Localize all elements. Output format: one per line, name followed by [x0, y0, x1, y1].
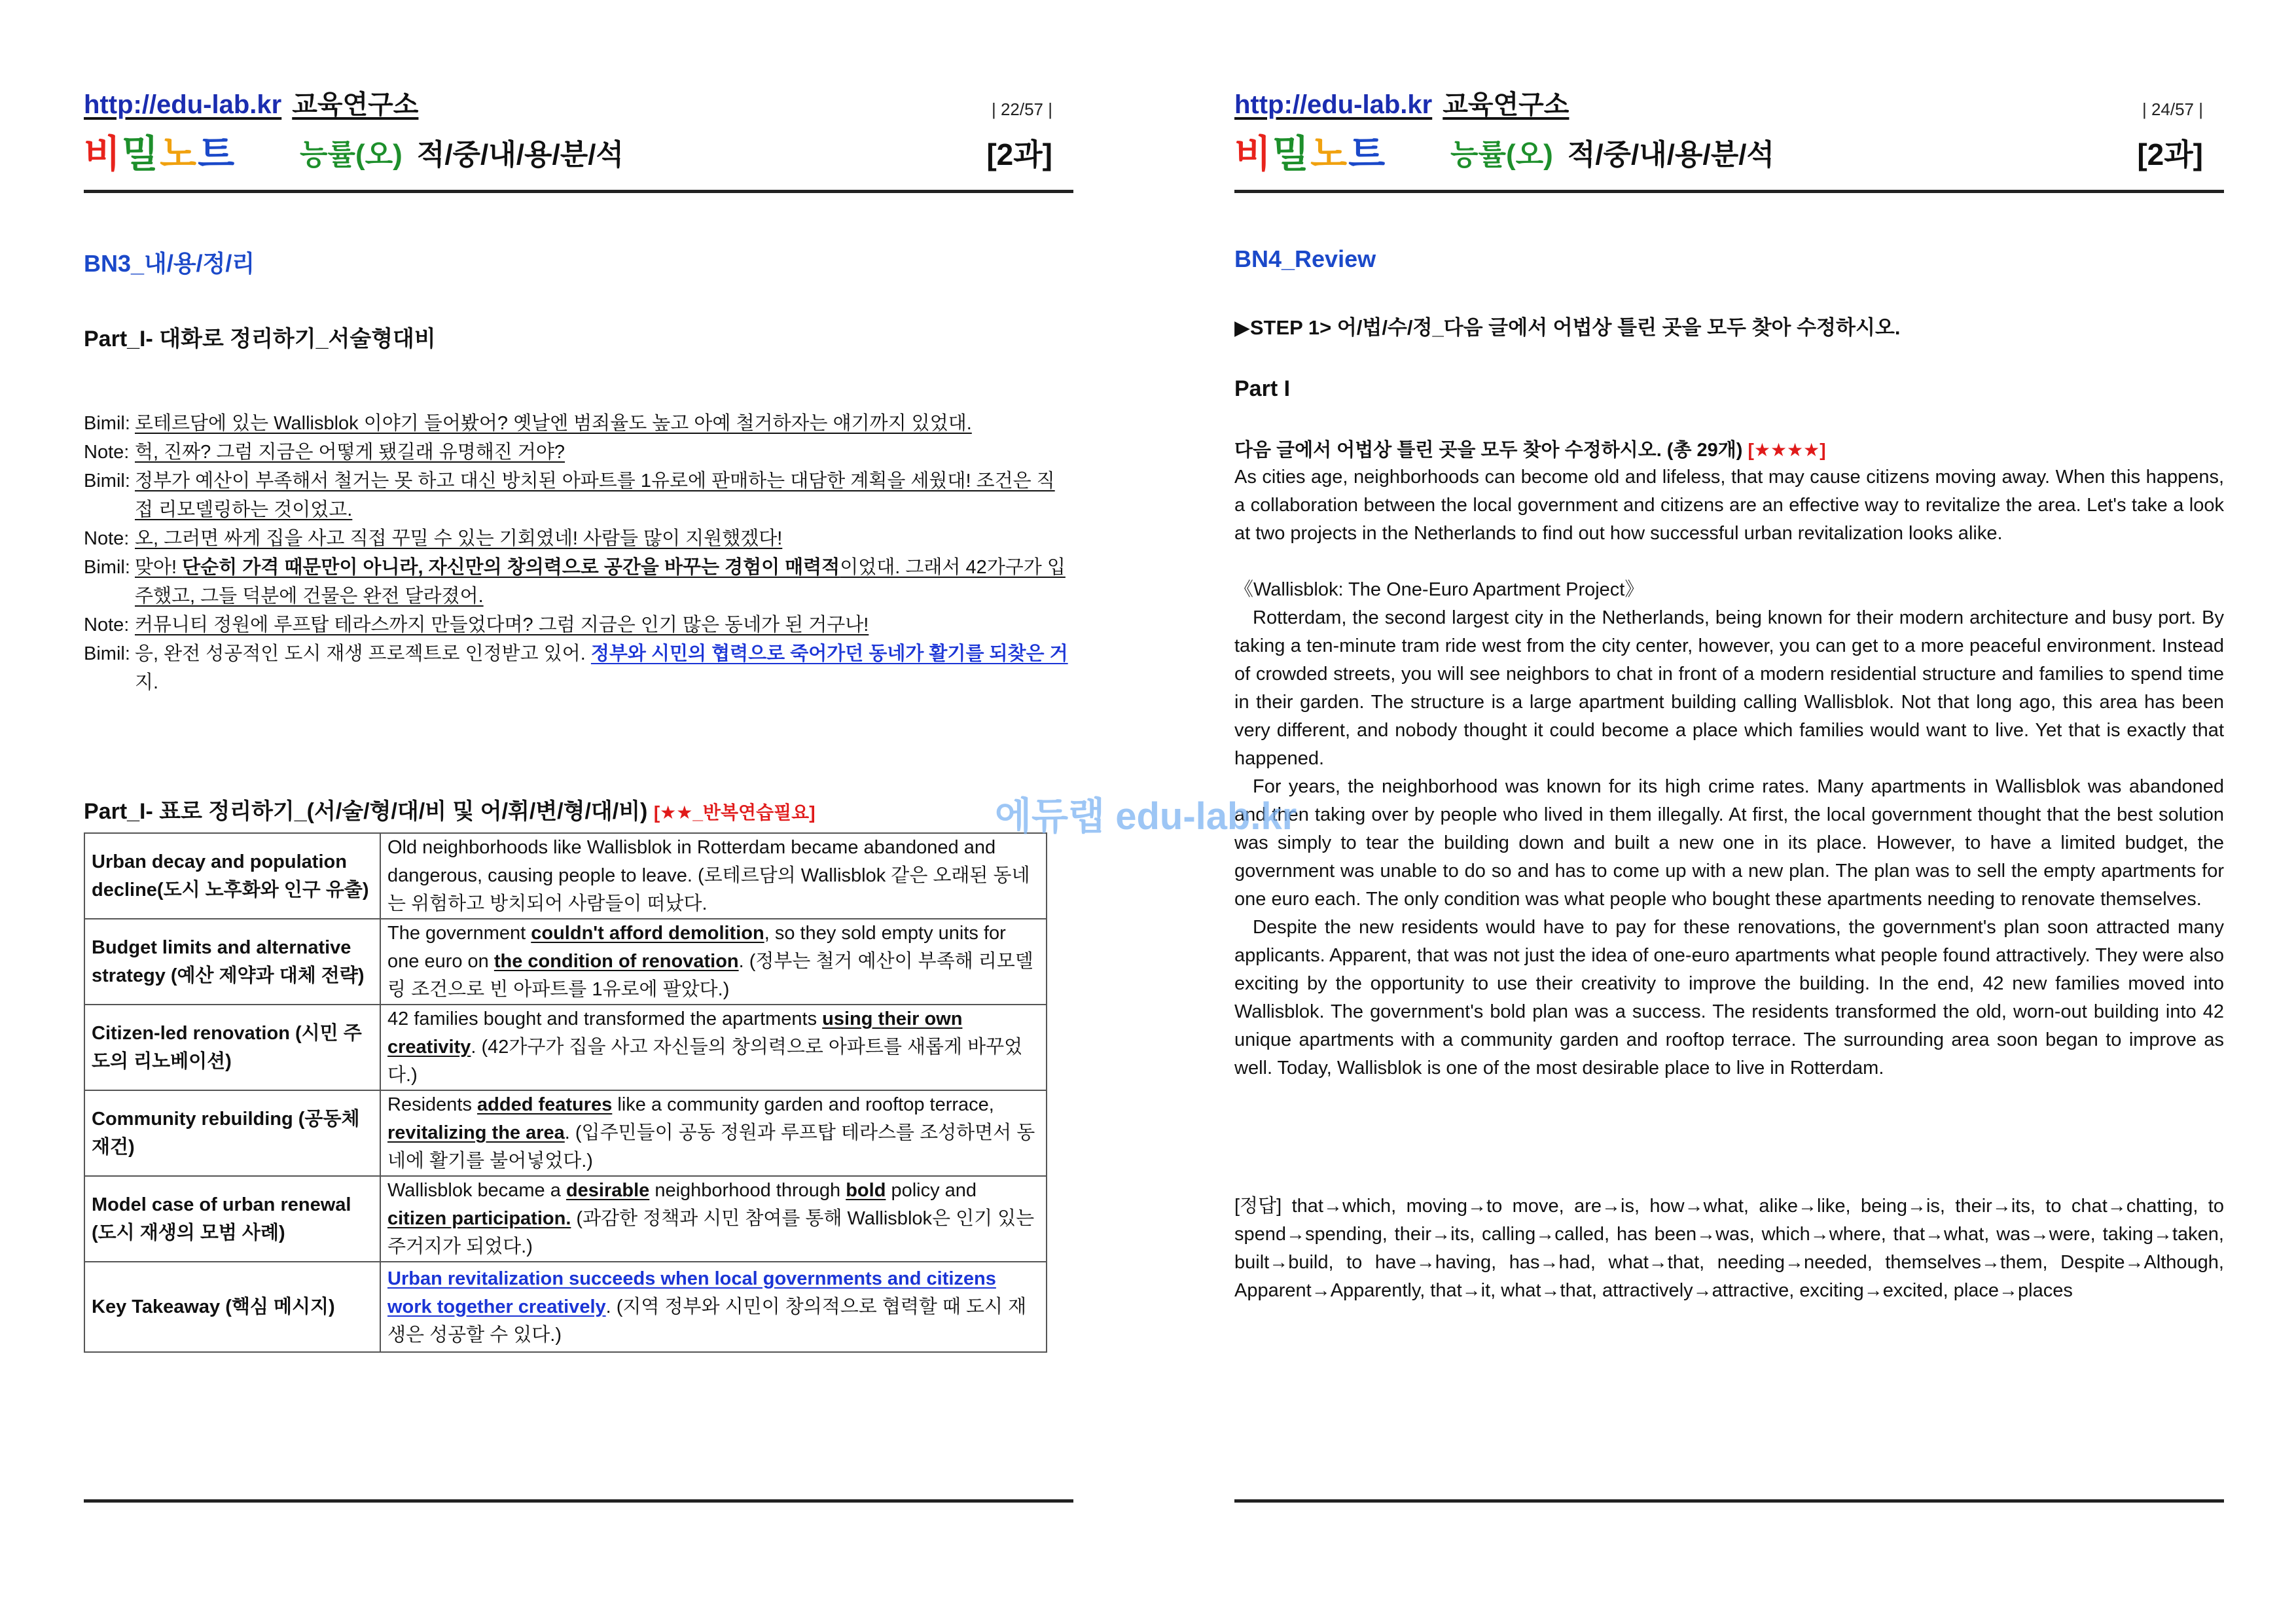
section-title: BN4_Review [1234, 245, 1376, 272]
section-title: BN3_내/용/정/리 [84, 250, 255, 277]
subject-label: 적/중/내/용/분/석 [416, 139, 624, 171]
paragraph: For years, the neighborhood was known for its high crime rates. Many apartments in Wallisblok was abandoned and then taking over by people who lived in them illegally. At first, the local government thought that the best solution was simply to tear the building down and built a new one in its place. However, to have a limited budget, the government was unable to do so and has to come up with a new plan. The plan was to sell the empty apartments for one euro each. The only condition was what people who bought these apartments needing to renovate themselves. [1234, 776, 2224, 910]
cell-text: neighborhood through [649, 1180, 846, 1201]
table-row [84, 1176, 1047, 1262]
key-phrase: couldn't afford demolition [531, 923, 764, 944]
speaker: Bimil: [84, 643, 130, 664]
dialogue-line [84, 611, 1072, 639]
speaker: Note: [84, 528, 130, 549]
dialogue [84, 409, 1072, 697]
page-number: | 22/57 | [991, 99, 1052, 119]
publisher: 능률(오) [300, 139, 403, 171]
line-text: 로테르담에 있는 Wallisblok 이야기 들어봤어? 옛날엔 범죄율도 높고 아예 철거하자는 얘기까지 있었대. [135, 413, 972, 434]
speaker: Note: [84, 615, 130, 635]
table-row [84, 833, 1047, 919]
brand-char-2: 밀 [1272, 133, 1311, 175]
passage-title: 《Wallisblok: The One-Euro Apartment Project》 [1234, 579, 1644, 600]
org-name: 교육연구소 [292, 90, 419, 119]
line-text: 응, 완전 성공적인 도시 재생 프로젝트로 인정받고 있어. [135, 643, 591, 664]
key-phrase: desirable [565, 1180, 650, 1201]
line-text: 지. [135, 672, 159, 693]
key-point-blue: 정부와 시민의 협력으로 죽어가던 동네가 활기를 되찾은 거 [590, 643, 1068, 664]
dialogue-line [84, 438, 1072, 467]
key-point: 단순히 가격 때문만이 아니라, 자신만의 창의력으로 공간을 바꾸는 경험이 매력적 [182, 557, 840, 578]
brand-char-4: 트 [198, 133, 236, 175]
difficulty-stars: [★★★★] [1748, 440, 1826, 460]
table-key-cell: Urban decay and population decline(도시 노후화와 인구 유출) [84, 833, 380, 919]
key-phrase: revitalizing the area [387, 1122, 565, 1143]
table-key-cell: Model case of urban renewal (도시 재생의 모범 사례) [84, 1176, 380, 1262]
cell-text: Old neighborhoods like Wallisblok in Rotterdam became abandoned and dangerous, causing people to leave. (로테르담의 Wallisblok 같은 오래된 동네는 위험하고 방치되어 사람들이 떠났다. [387, 837, 1030, 914]
paragraph: Despite the new residents would have to pay for these renovations, the government's plan soon attracted many applicants. Apparent, that was not just the idea of one-euro apartments what people found attractively. They were also exciting by the opportunity to use their creativity to improve the building. In the end, 42 new families moved into Wallisblok. The government's bold plan was a success. The residents transformed the old, worn-out building into 42 unique apartments with a community garden and rooftop terrace. The surrounding area soon began to improve as well. Today, Wallisblok is one of the most desirable place to live in Rotterdam. [1234, 917, 2224, 1079]
part-label: Part I [1234, 376, 1291, 401]
cell-text: Residents [387, 1094, 478, 1115]
line-text: 정부가 예산이 부족해서 철거는 못 하고 대신 방치된 아파트를 1유로에 판매하는 대담한 계획을 세웠대! 조건은 직접 리모델링하는 것이었고. [135, 471, 1055, 520]
part1-title: Part_I- 대화로 정리하기_서술형대비 [84, 327, 436, 351]
subject-title [300, 131, 624, 173]
table-value-cell [380, 1262, 1047, 1352]
brand-logo [84, 123, 236, 178]
key-phrase: the condition of renovation [493, 951, 739, 972]
org-name: 교육연구소 [1443, 90, 1570, 119]
header-divider [1234, 190, 2224, 193]
table-row [84, 1262, 1047, 1352]
subject-title [1450, 131, 1774, 173]
cell-text: 42 families bought and transformed the apartments [387, 1008, 823, 1029]
cell-text: (과감한 정책과 시민 참여를 통해 Wallisblok은 인기 있는 주거지가 되었다.) [387, 1208, 1035, 1257]
table-value-cell [380, 1090, 1047, 1176]
question [1234, 435, 1826, 462]
cell-text: . (지역 정부와 시민이 창의적으로 협력할 때 도시 재생은 성공할 수 있다.) [387, 1296, 1027, 1346]
key-phrase: added features [477, 1094, 613, 1115]
dialogue-line [84, 524, 1072, 553]
dialogue-line [84, 409, 1072, 438]
footer-divider [1234, 1499, 2224, 1503]
brand-char-1: 비 [84, 133, 122, 175]
table-key-cell: Budget limits and alternative strategy (예산 제약과 대체 전략) [84, 919, 380, 1005]
subject-label: 적/중/내/용/분/석 [1567, 139, 1774, 171]
table-row [84, 919, 1047, 1005]
site-url[interactable]: http://edu-lab.kr [84, 90, 282, 119]
table-row [84, 1005, 1047, 1090]
brand-logo [1234, 123, 1386, 178]
header-link[interactable] [84, 84, 418, 121]
header-link[interactable] [1234, 84, 1569, 121]
cell-text: . (입주민들이 공동 정원과 루프탑 테라스를 조성하면서 동네에 활기를 불어넣었다.) [387, 1122, 1035, 1171]
brand-char-2: 밀 [122, 133, 160, 175]
footer-divider [84, 1499, 1073, 1503]
summary-table [84, 832, 1047, 1353]
cell-text: . (42가구가 집을 사고 자신들의 창의력으로 아파트를 새롭게 바꾸었다.) [387, 1037, 1023, 1086]
cell-text: . (정부는 철거 예산이 부족해 리모델링 조건으로 빈 아파트를 1유로에 팔았다.) [387, 951, 1033, 1000]
site-url[interactable]: http://edu-lab.kr [1234, 90, 1433, 119]
dialogue-line [84, 553, 1072, 611]
key-phrase: bold [846, 1180, 886, 1201]
answer-key: [정답] that→which, moving→to move, are→is, how→what, alike→like, being→is, their→its, to chat→chatting, to spend→spending, their→its, calling→called, has been→was, which→where, that→what, was→were, taking→taken, built→build, to have→having, has→had, what→that, needing→needed, themselves→them, Despite→Although, Apparent→Apparently, that→it, what→that, attractively→attractive, exciting→excited, place→places [1234, 1196, 2224, 1301]
part2-label: Part_I- 표로 정리하기_(서/술/형/대/비 및 어/휘/변/형/대/비) [84, 799, 648, 824]
cell-text: like a community garden and rooftop terrace, [612, 1094, 994, 1115]
key-phrase: using their own creativity [387, 1008, 963, 1058]
speaker: Note: [84, 442, 130, 463]
table-value-cell [380, 833, 1047, 919]
paragraph: Rotterdam, the second largest city in the Netherlands, being known for their modern architecture and busy port. By taking a ten-minute tram ride west from the city center, however, you can get to a more peaceful environment. Instead of crowded streets, you will see neighbors to chat in front of a modern residential structure and families to spend time in their garden. The structure is a large apartment building calling Wallisblok. Not that long ago, this area has been very different, and nobody thought it could become a place which families would want to live. Yet that is exactly that happened. [1234, 607, 2224, 769]
line-text: 커뮤니티 정원에 루프탑 테라스까지 만들었다며? 그럼 지금은 인기 많은 동네가 된 거구나! [135, 615, 869, 635]
line-text: 헉, 진짜? 그럼 지금은 어떻게 됐길래 유명해진 거야? [135, 442, 565, 463]
summary-table-body [84, 833, 1047, 1352]
speaker: Bimil: [84, 413, 130, 434]
watermark: 에듀랩 edu-lab.kr [995, 795, 1297, 838]
paragraph: As cities age, neighborhoods can become old and lifeless, that may cause citizens moving away. When this happens, a collaboration between the local government and citizens are an effective way to revitalize the area. Let's take a look at two projects in the Netherlands to find out how successful urban revitalization looks alike. [1234, 467, 2224, 544]
lesson-label: [2과] [2137, 137, 2203, 171]
speaker: Bimil: [84, 557, 130, 578]
cell-text: , so they sold empty units for one euro on [387, 923, 1006, 972]
brand-char-1: 비 [1234, 133, 1273, 175]
header-divider [84, 190, 1073, 193]
table-key-cell: Community rebuilding (공동체 재건) [84, 1090, 380, 1176]
part2-tag: [★★_반복연습필요] [653, 802, 816, 823]
passage [1234, 463, 2224, 1082]
dialogue-line [84, 639, 1072, 697]
lesson-label: [2과] [986, 137, 1052, 171]
blank-line [1234, 548, 2224, 576]
question-text: 다음 글에서 어법상 틀린 곳을 모두 찾아 수정하시오. (총 29개) [1234, 440, 1743, 461]
step-instruction: ▶STEP 1> 어/법/수/정_다음 글에서 어법상 틀린 곳을 모두 찾아 수정하시오. [1234, 316, 1901, 339]
cell-text: The government [387, 923, 531, 944]
brand-char-3: 노 [1310, 133, 1349, 175]
key-phrase: citizen participation. [387, 1208, 571, 1229]
cell-text: Wallisblok became a [387, 1180, 566, 1201]
part2-title [84, 793, 816, 825]
speaker: Bimil: [84, 471, 130, 491]
page-number: | 24/57 | [2142, 99, 2203, 119]
line-text: 오, 그러면 싸게 집을 사고 직접 꾸밀 수 있는 기회였네! 사람들 많이 지원했겠다! [135, 528, 783, 549]
cell-text: policy and [886, 1180, 977, 1201]
right-page [1234, 0, 2229, 1623]
table-key-cell: Citizen-led renovation (시민 주도의 리노베이션) [84, 1005, 380, 1090]
line-text: 맞아! [135, 557, 183, 578]
table-value-cell [380, 1176, 1047, 1262]
publisher: 능률(오) [1450, 139, 1553, 171]
brand-char-3: 노 [160, 133, 198, 175]
table-value-cell [380, 919, 1047, 1005]
brand-char-4: 트 [1348, 133, 1387, 175]
line-text: 이었대. 그래서 42가구가 입주했고, 그들 덕분에 건물은 완전 달라졌어. [135, 557, 1066, 607]
table-row [84, 1090, 1047, 1176]
dialogue-line [84, 467, 1072, 524]
left-page [84, 0, 1079, 1623]
table-key-cell: Key Takeaway (핵심 메시지) [84, 1262, 380, 1352]
table-value-cell [380, 1005, 1047, 1090]
key-takeaway-phrase: Urban revitalization succeeds when local governments and citizens work together creatively [387, 1268, 996, 1317]
